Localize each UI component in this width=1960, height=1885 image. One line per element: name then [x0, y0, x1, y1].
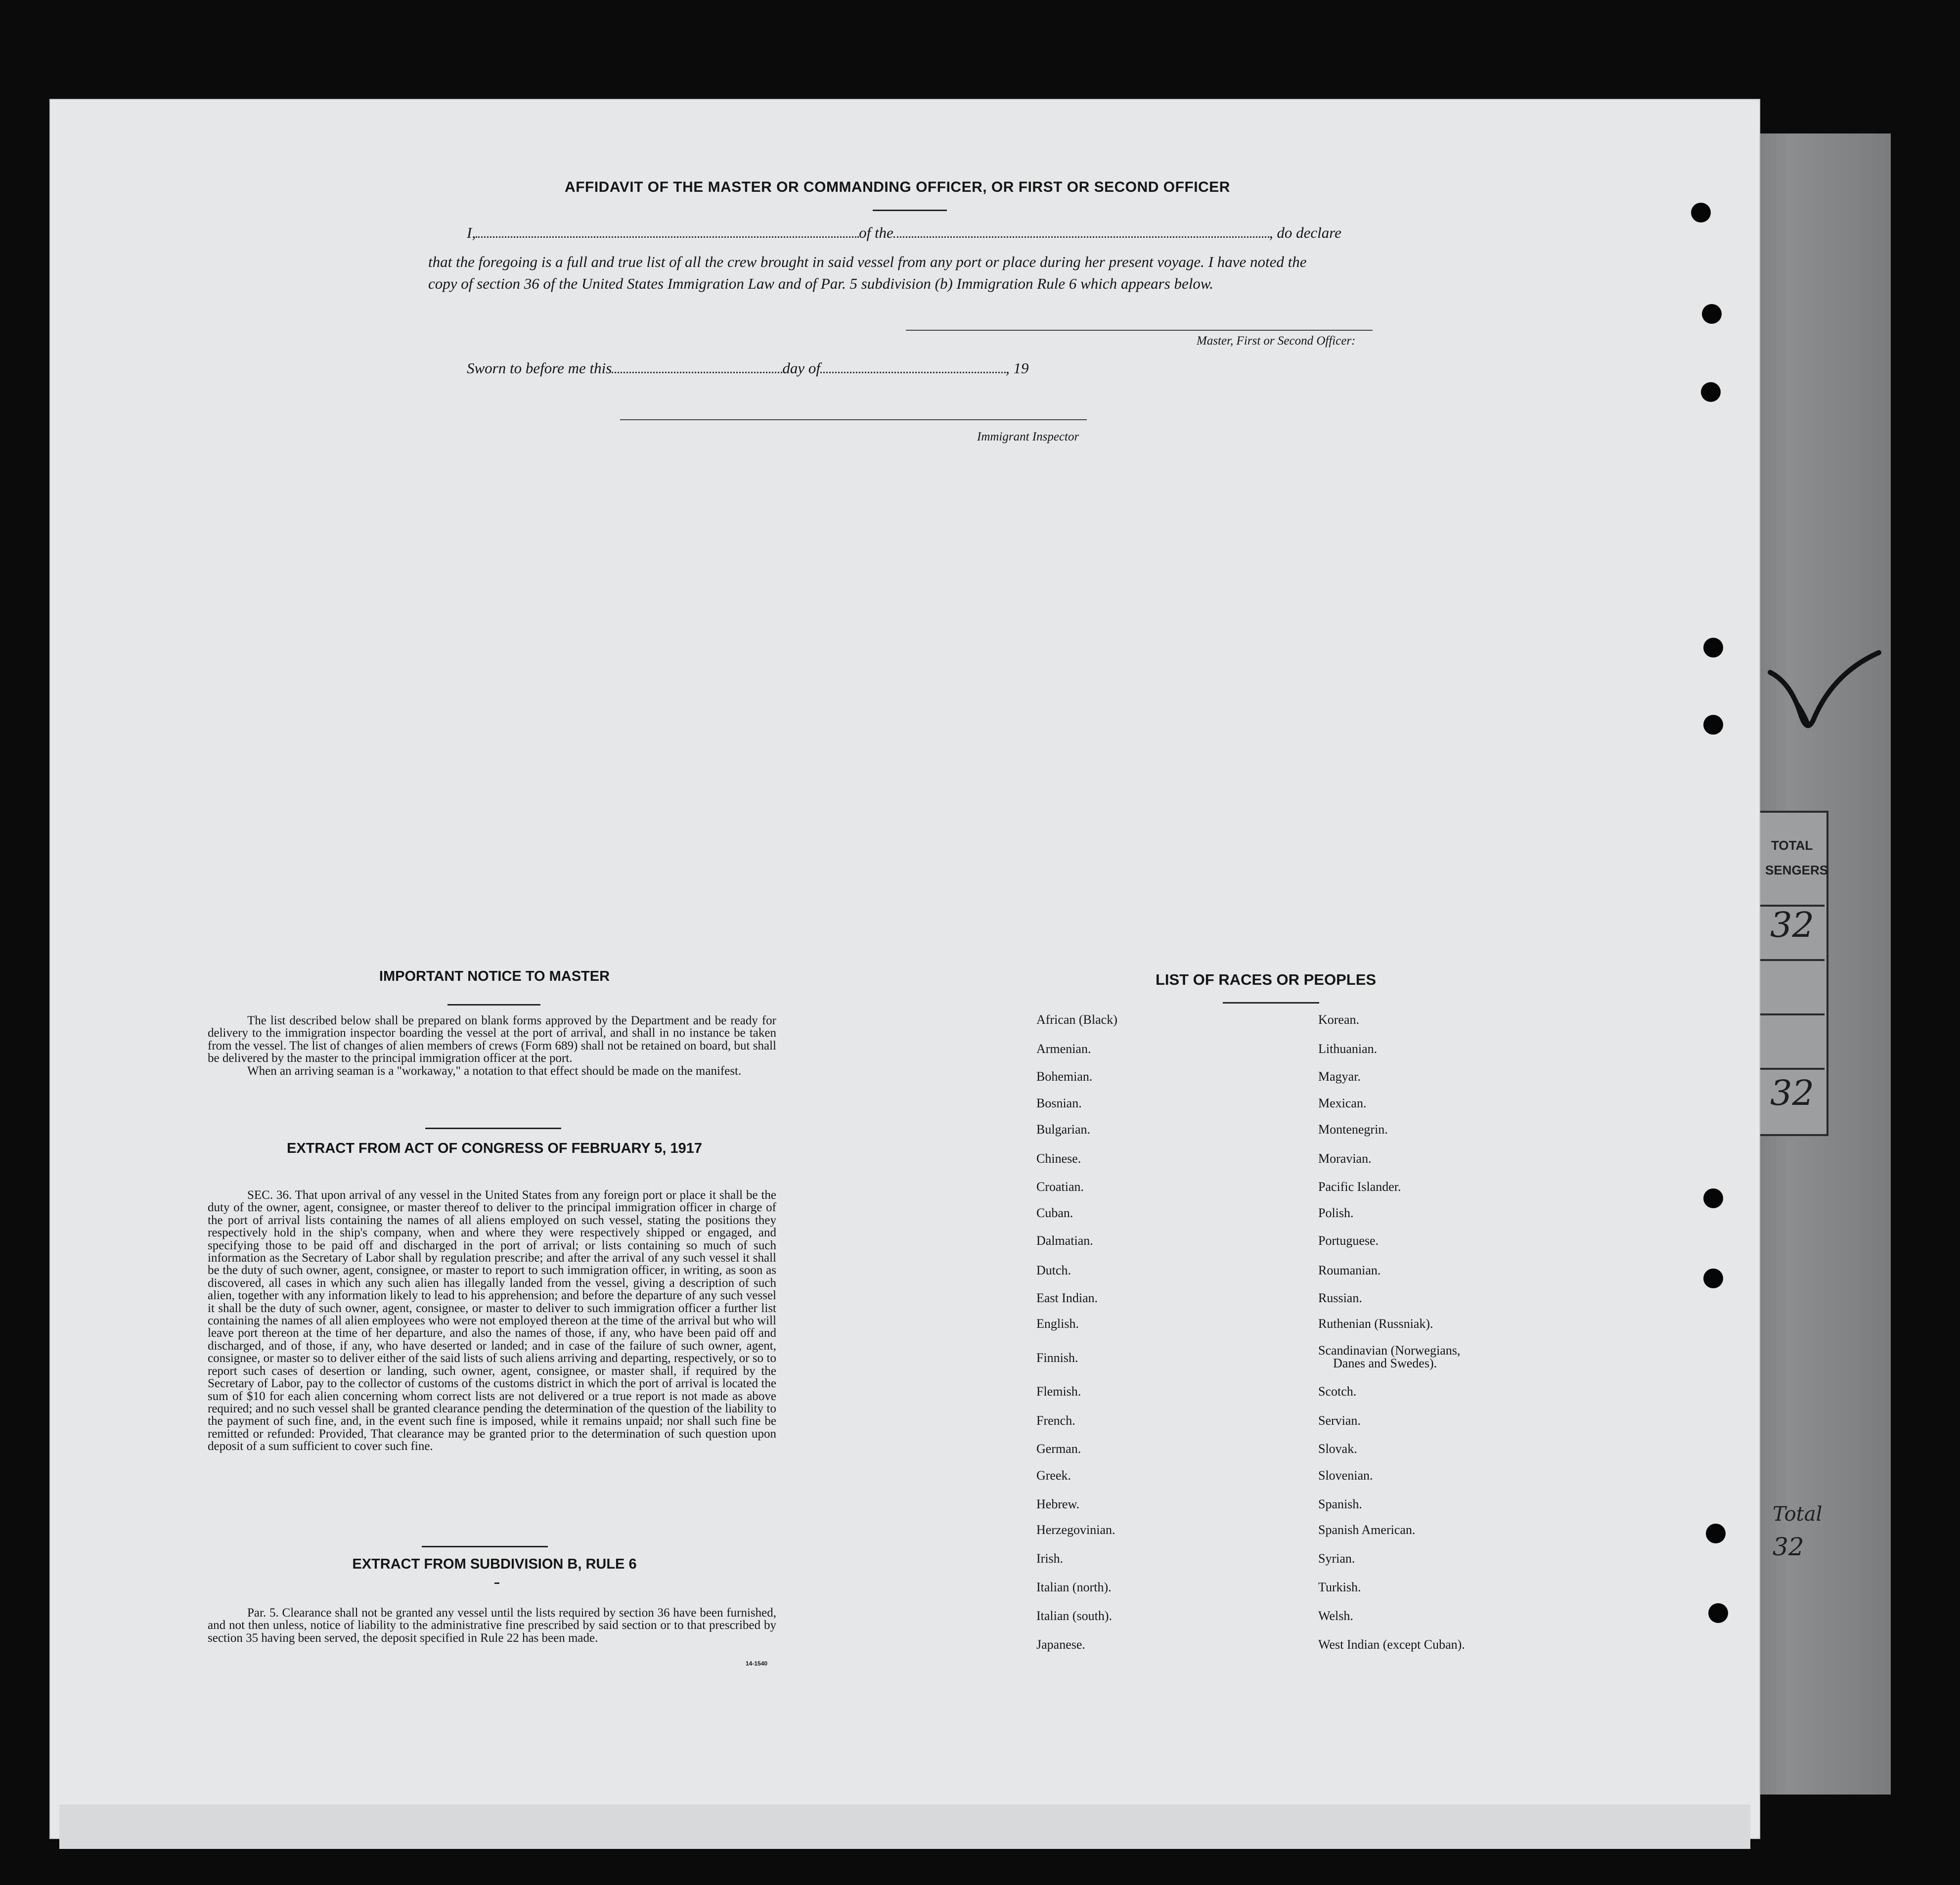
race-item: Ruthenian (Russniak).	[1318, 1316, 1433, 1331]
inspector-signature-line[interactable]	[620, 419, 1087, 420]
affidavit-title: AFFIDAVIT OF THE MASTER OR COMMANDING OFFICER, OR FIRST OR SECOND OFFICER	[565, 179, 1230, 195]
race-item: Scandinavian (Norwegians, Danes and Swedes).	[1318, 1343, 1461, 1370]
back-header-passengers: SENGERS	[1765, 863, 1828, 877]
race-item: Slovenian.	[1318, 1468, 1373, 1483]
title-rule	[873, 210, 947, 211]
back-value-1: 32	[1770, 905, 1815, 945]
binder-hole	[1703, 1188, 1723, 1208]
race-item: Moravian.	[1318, 1151, 1372, 1166]
race-item: Slovak.	[1318, 1442, 1357, 1456]
race-item: Welsh.	[1318, 1609, 1353, 1623]
vessel-blank[interactable]	[893, 224, 1269, 238]
rule-title: EXTRACT FROM SUBDIVISION B, RULE 6	[352, 1556, 637, 1572]
act-title: EXTRACT FROM ACT OF CONGRESS OF FEBRUARY 5, 1917	[286, 1140, 703, 1156]
checkmark-icon	[1760, 643, 1889, 771]
binder-hole	[1703, 1269, 1723, 1288]
inspector-caption: Immigrant Inspector	[977, 430, 1079, 443]
race-item: Italian (south).	[1036, 1609, 1113, 1623]
notice-body: The list described below shall be prepared on blank forms approved by the Department and be ready for delivery to the immigration inspector boarding the vessel at the port of arrival, and shall in no instance be taken from the vessel. The list of changes of alien members of crews (Form 689) shall not be retained on board, but shall be delivered by the master to the principal immigration officer at the port. When an arriving seaman is a "workaway," a notation to that effect should be made on the manifest.	[208, 1014, 776, 1078]
binder-hole	[1703, 638, 1723, 658]
race-item: Hebrew.	[1036, 1497, 1080, 1511]
race-item: Pacific Islander.	[1318, 1180, 1401, 1194]
race-item: Mexican.	[1318, 1096, 1367, 1110]
binder-hole	[1706, 1524, 1726, 1543]
rule-body: Par. 5. Clearance shall not be granted any vessel until the lists required by section 36 have been furnished, and not then unless, notice of liability to the administrative fine prescribed by said section or to that prescribed by section 35 having been served, the deposit specified in Rule 22 has been made.	[208, 1606, 776, 1645]
affidavit-line-3: copy of section 36 of the United States Immigration Law and of Par. 5 subdivision (b) Immigration Rule 6 which appears below.	[428, 275, 1214, 292]
race-item: Spanish American.	[1318, 1523, 1416, 1537]
form-number: 14-1540	[746, 1660, 768, 1667]
race-item: Korean.	[1318, 1012, 1360, 1027]
race-item: Montenegrin.	[1318, 1122, 1388, 1137]
race-item: Bulgarian.	[1036, 1122, 1091, 1137]
race-item: Lithuanian.	[1318, 1042, 1378, 1056]
race-item: Turkish.	[1318, 1580, 1361, 1594]
name-blank[interactable]	[476, 224, 859, 238]
back-total-value: 32	[1773, 1533, 1804, 1561]
race-item: Portuguese.	[1318, 1233, 1379, 1248]
affidavit-line-1: I, of the , do declare	[467, 224, 1341, 241]
races-title: LIST OF RACES OR PEOPLES	[1155, 971, 1377, 988]
race-item: Bosnian.	[1036, 1096, 1082, 1110]
sworn-month-blank[interactable]	[820, 360, 1006, 373]
act-body: SEC. 36. That upon arrival of any vessel in the United States from any foreign port or place it shall be the duty of the owner, agent, consignee, or master thereof to deliver to the principal immigration officer in charge of the port of arrival lists containing the names of all aliens employed on such vessel, stating the positions they respectively hold in the ship's company, when and where they were respectively shipped or engaged, and specifying those to be paid off and discharged in the port of arrival; or lists containing so much of such information as the Secretary of Labor shall by regulation prescribe; and after the arrival of any such vessel it shall be the duty of such owner, agent, consignee, or master to report to such immigration officer, in writing, as soon as discovered, all cases in which any such alien has illegally landed from the vessel, giving a description of such alien, together with any information likely to lead to his apprehension; and before the departure of any such vessel it shall be the duty of such owner, agent, consignee, or master to deliver to such immigration officer a further list containing the names of all alien employees who were not employed thereon at the time of the arrival but who will leave port thereon at the time of her departure, and also the names of those, if any, who have been paid off and discharged, and of those, if any, who have deserted or landed; and in case of the failure of such owner, agent, consignee, or master so to deliver either of the said lists of such aliens arriving and departing, respectively, or so to report such cases of desertion or landing, such owner, agent, consignee, or master shall, if required by the Secretary of Labor, pay to the collector of customs of the customs district in which the port of arrival is located the sum of $10 for each alien concerning whom correct lists are not delivered or a true report is not made as above required; and no such vessel shall be granted clearance pending the determination of the question of the liability to the payment of such fine, and, in the event such fine is imposed, while it remains unpaid; nor shall such fine be remitted or refunded: Provided, That clearance may be granted prior to the determination of such question upon deposit of a sum sufficient to cover such fine.	[208, 1188, 776, 1453]
race-item: Croatian.	[1036, 1180, 1084, 1194]
race-item: East Indian.	[1036, 1291, 1098, 1305]
race-item: Polish.	[1318, 1206, 1354, 1220]
race-item: Chinese.	[1036, 1151, 1081, 1166]
race-item: Cuban.	[1036, 1206, 1073, 1220]
binder-hole	[1701, 382, 1721, 402]
master-caption: Master, First or Second Officer:	[1197, 334, 1356, 348]
race-item: African (Black)	[1036, 1012, 1117, 1027]
race-item: Magyar.	[1318, 1069, 1361, 1084]
race-item: Russian.	[1318, 1291, 1362, 1305]
race-item: Flemish.	[1036, 1384, 1081, 1399]
binder-hole	[1703, 715, 1723, 735]
race-item: Scotch.	[1318, 1384, 1357, 1399]
race-item: Finnish.	[1036, 1351, 1078, 1365]
back-value-2: 32	[1770, 1073, 1815, 1113]
race-item: West Indian (except Cuban).	[1318, 1637, 1465, 1652]
back-header-total: TOTAL	[1771, 838, 1813, 853]
race-item: Armenian.	[1036, 1042, 1091, 1056]
binder-hole	[1708, 1603, 1728, 1623]
race-item: English.	[1036, 1316, 1079, 1331]
affidavit-line-2: that the foregoing is a full and true list of all the crew brought in said vessel from any port or place during her present voyage. I have noted the	[428, 253, 1307, 270]
race-item: Roumanian.	[1318, 1263, 1381, 1277]
paper-edge	[59, 1804, 1750, 1849]
race-item: Servian.	[1318, 1413, 1361, 1428]
race-item: Syrian.	[1318, 1551, 1355, 1566]
back-total-label: Total	[1773, 1503, 1823, 1526]
race-item: Irish.	[1036, 1551, 1064, 1566]
race-item: Dalmatian.	[1036, 1233, 1093, 1248]
sworn-day-blank[interactable]	[612, 360, 782, 373]
race-item: Italian (north).	[1036, 1580, 1112, 1594]
race-item: Bohemian.	[1036, 1069, 1093, 1084]
master-signature-line[interactable]	[906, 330, 1373, 331]
binder-hole	[1691, 203, 1711, 222]
race-item: Dutch.	[1036, 1263, 1071, 1277]
notice-title: IMPORTANT NOTICE TO MASTER	[379, 968, 610, 984]
race-item: Japanese.	[1036, 1637, 1085, 1652]
binder-hole	[1702, 304, 1722, 324]
race-item: German.	[1036, 1442, 1081, 1456]
race-item: Greek.	[1036, 1468, 1071, 1483]
sworn-line: Sworn to before me this day of , 19	[467, 359, 1029, 377]
race-item: Spanish.	[1318, 1497, 1362, 1511]
race-item: Herzegovinian.	[1036, 1523, 1115, 1537]
race-item: French.	[1036, 1413, 1075, 1428]
